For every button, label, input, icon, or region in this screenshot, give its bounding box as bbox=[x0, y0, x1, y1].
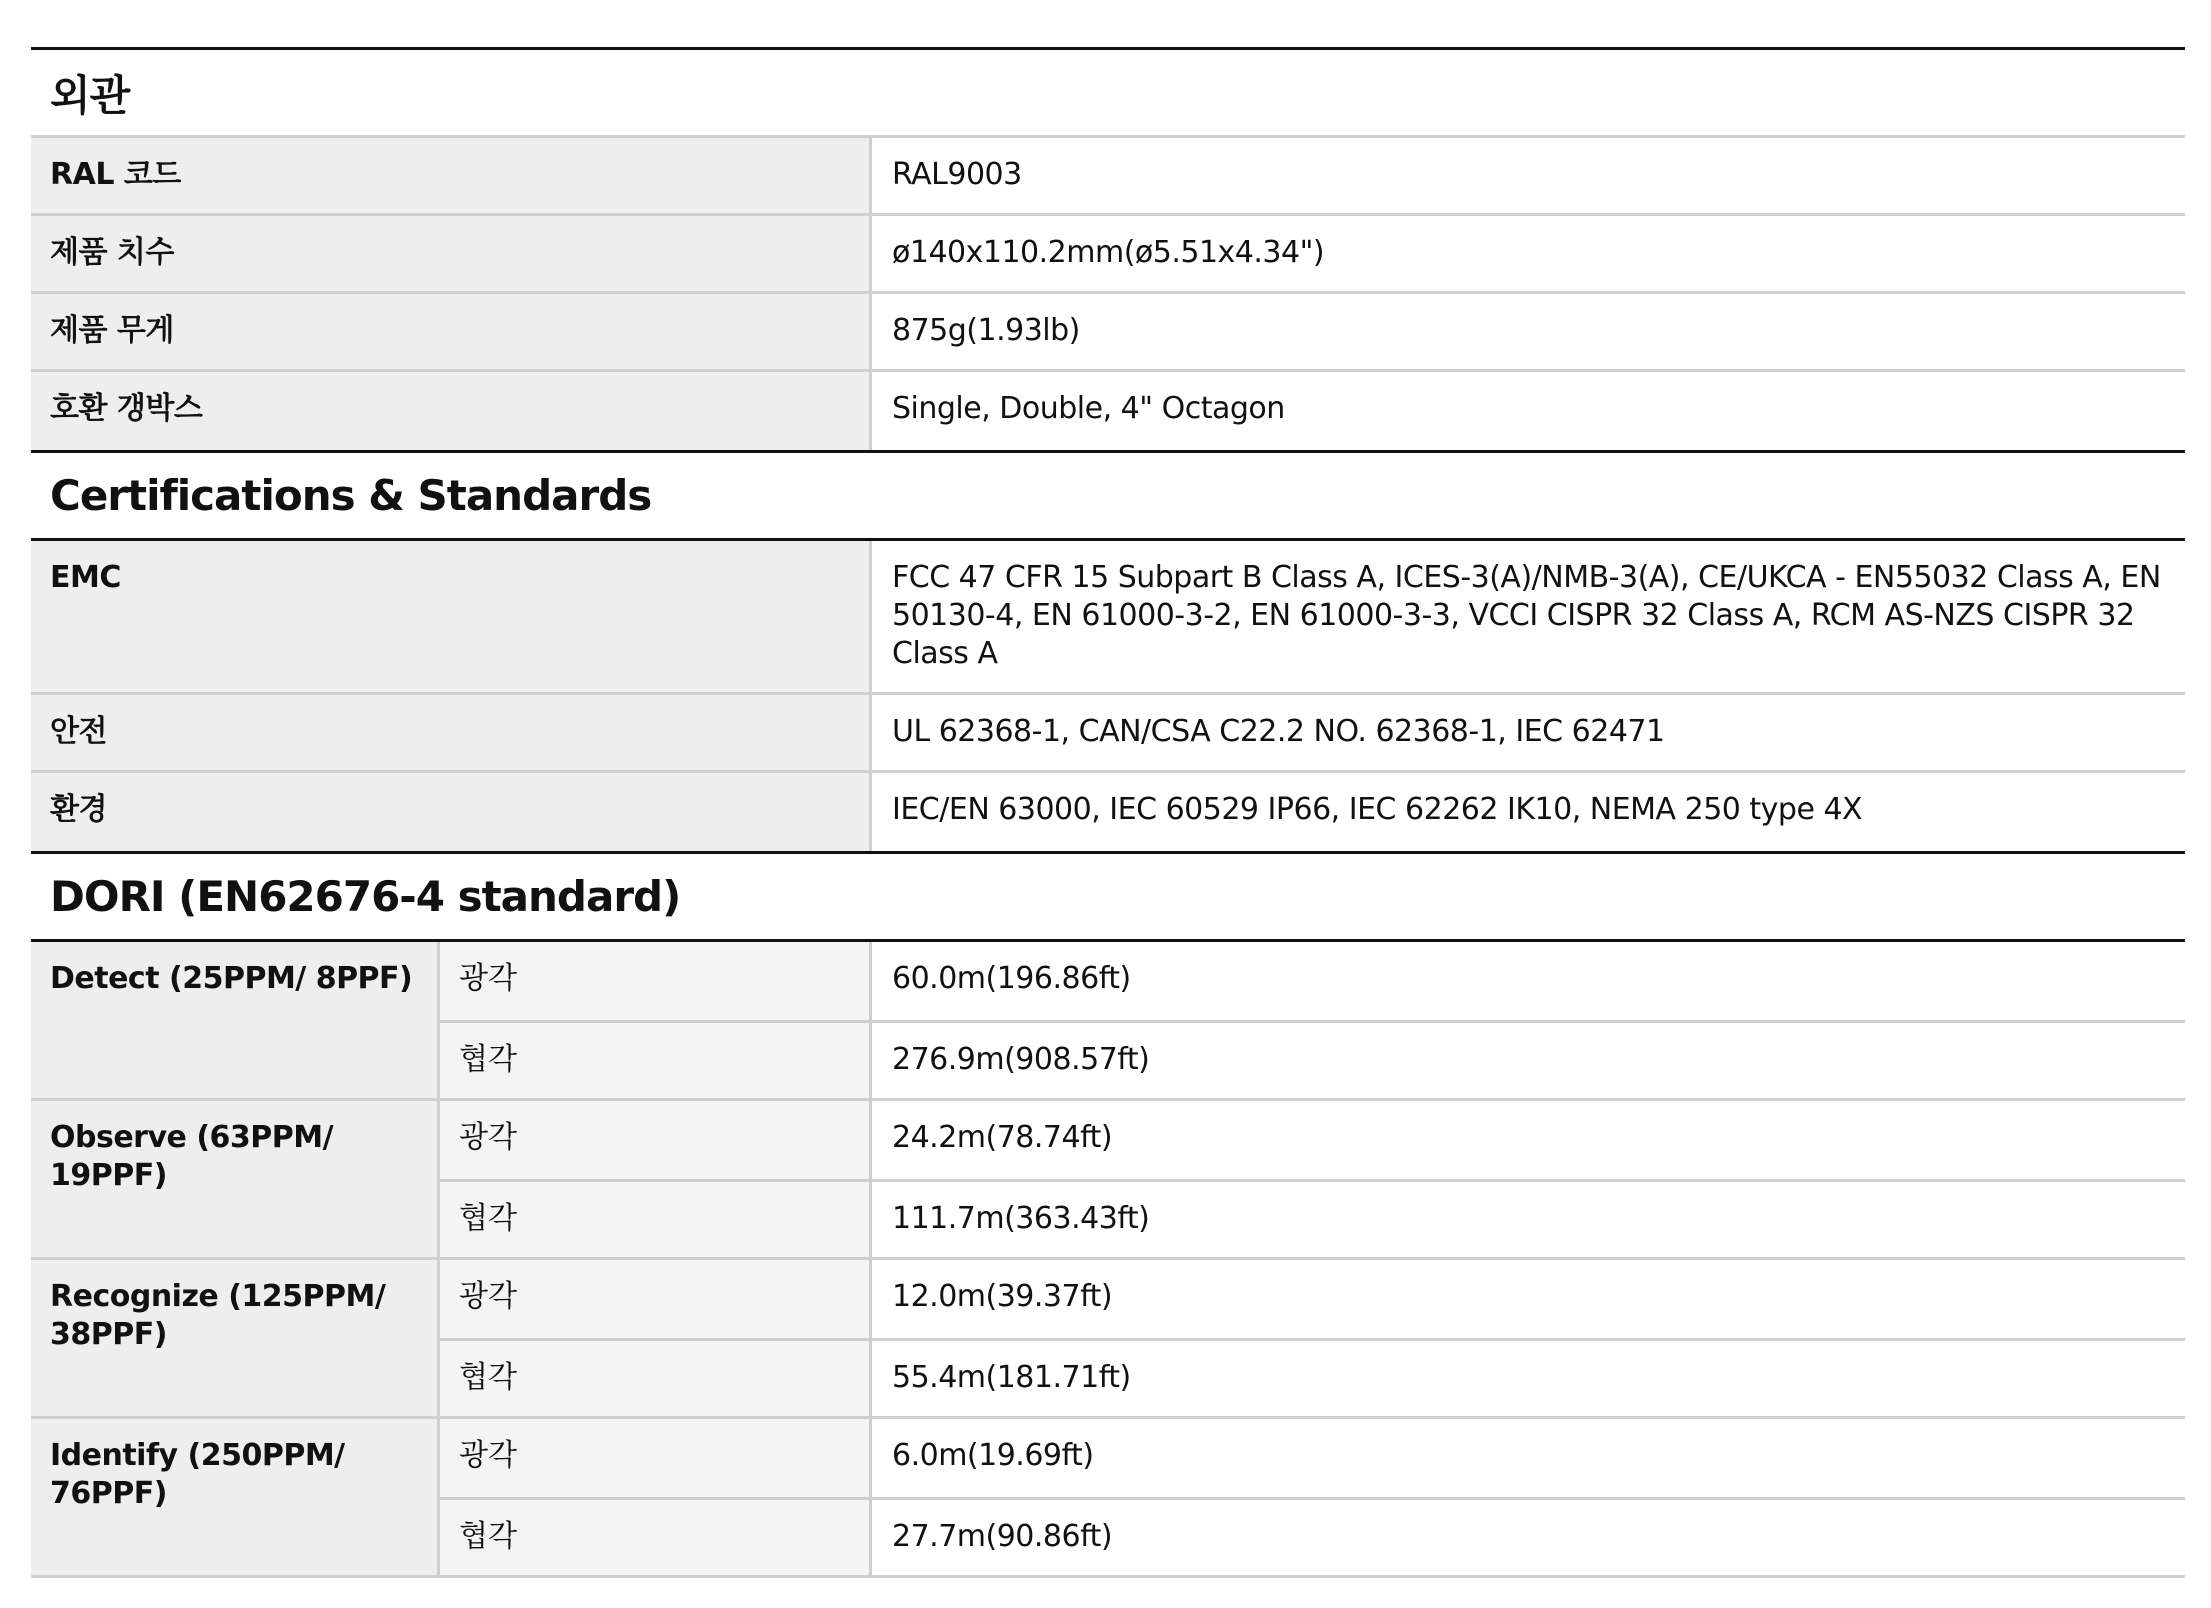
spec-label: 호환 갱박스 bbox=[31, 372, 872, 450]
dori-distance-value: 27.7m(90.86ft) bbox=[892, 1519, 1113, 1554]
dori-subrow bbox=[440, 1338, 2185, 1416]
spec-value: FCC 47 CFR 15 Subpart B Class A, ICES-3(A)/NMB-3(A), CE/UKCA - EN55032 Class A, EN 50130-4, EN 61000-3-2, EN 61000-3-3, VCCI CISPR 32 Class A, RCM AS-NZS CISPR 32 Class A bbox=[892, 560, 2161, 671]
dori-lens-label: 광각 bbox=[440, 942, 872, 1020]
certifications-table bbox=[31, 541, 2185, 851]
dori-level-label: Recognize (125PPM/ 38PPF) bbox=[31, 1260, 440, 1416]
spec-row bbox=[31, 372, 2185, 450]
dori-subrow bbox=[440, 1179, 2185, 1257]
dori-level-label: Identify (250PPM/ 76PPF) bbox=[31, 1419, 440, 1575]
spec-label: 안전 bbox=[31, 695, 872, 770]
dori-subrow bbox=[440, 1497, 2185, 1575]
dori-level-label: Observe (63PPM/ 19PPF) bbox=[31, 1101, 440, 1257]
spec-row bbox=[31, 138, 2185, 216]
dori-group-observe bbox=[31, 1101, 2185, 1260]
dori-subrow bbox=[440, 942, 2185, 1020]
dori-lens-label: 광각 bbox=[440, 1260, 872, 1338]
dori-distance-value: 12.0m(39.37ft) bbox=[892, 1279, 1113, 1314]
dori-level-label: Detect (25PPM/ 8PPF) bbox=[31, 942, 440, 1098]
spec-label: RAL 코드 bbox=[31, 138, 872, 213]
spec-row bbox=[31, 773, 2185, 851]
dori-group-detect bbox=[31, 942, 2185, 1101]
spec-value: UL 62368-1, CAN/CSA C22.2 NO. 62368-1, IEC 62471 bbox=[892, 714, 1665, 749]
dori-subrows bbox=[440, 1101, 2185, 1257]
dori-subrows bbox=[440, 1260, 2185, 1416]
dori-subrow bbox=[440, 1020, 2185, 1098]
dori-subrows bbox=[440, 942, 2185, 1098]
dori-lens-label: 협각 bbox=[440, 1500, 872, 1575]
spec-value: RAL9003 bbox=[892, 157, 1022, 192]
appearance-table bbox=[31, 138, 2185, 450]
spec-value: IEC/EN 63000, IEC 60529 IP66, IEC 62262 IK10, NEMA 250 type 4X bbox=[892, 792, 1863, 827]
dori-distance-value: 111.7m(363.43ft) bbox=[892, 1201, 1150, 1236]
dori-lens-label: 광각 bbox=[440, 1101, 872, 1179]
spec-value: Single, Double, 4" Octagon bbox=[892, 391, 1285, 426]
dori-table bbox=[31, 942, 2185, 1578]
dori-distance-value: 6.0m(19.69ft) bbox=[892, 1438, 1094, 1473]
spec-row bbox=[31, 695, 2185, 773]
spec-label: 환경 bbox=[31, 773, 872, 851]
section-title-dori: DORI (EN62676-4 standard) bbox=[31, 851, 2185, 942]
dori-group-recognize bbox=[31, 1260, 2185, 1419]
dori-group-identify bbox=[31, 1419, 2185, 1578]
spec-value: 875g(1.93lb) bbox=[892, 313, 1080, 348]
spec-row bbox=[31, 541, 2185, 695]
dori-subrows bbox=[440, 1419, 2185, 1575]
dori-distance-value: 60.0m(196.86ft) bbox=[892, 961, 1131, 996]
dori-lens-label: 광각 bbox=[440, 1419, 872, 1497]
dori-subrow bbox=[440, 1260, 2185, 1338]
spec-label: 제품 치수 bbox=[31, 216, 872, 291]
dori-lens-label: 협각 bbox=[440, 1182, 872, 1257]
dori-lens-label: 협각 bbox=[440, 1341, 872, 1416]
dori-distance-value: 276.9m(908.57ft) bbox=[892, 1042, 1150, 1077]
dori-distance-value: 24.2m(78.74ft) bbox=[892, 1120, 1113, 1155]
dori-subrow bbox=[440, 1101, 2185, 1179]
spec-row bbox=[31, 294, 2185, 372]
spec-value: ø140x110.2mm(ø5.51x4.34") bbox=[892, 235, 1325, 270]
dori-subrow bbox=[440, 1419, 2185, 1497]
dori-distance-value: 55.4m(181.71ft) bbox=[892, 1360, 1131, 1395]
spec-label: EMC bbox=[31, 541, 872, 692]
dori-lens-label: 협각 bbox=[440, 1023, 872, 1098]
section-title-appearance: 외관 bbox=[31, 47, 2185, 138]
spec-sheet bbox=[31, 47, 2185, 1578]
spec-label: 제품 무게 bbox=[31, 294, 872, 369]
spec-row bbox=[31, 216, 2185, 294]
section-title-certifications: Certifications & Standards bbox=[31, 450, 2185, 541]
